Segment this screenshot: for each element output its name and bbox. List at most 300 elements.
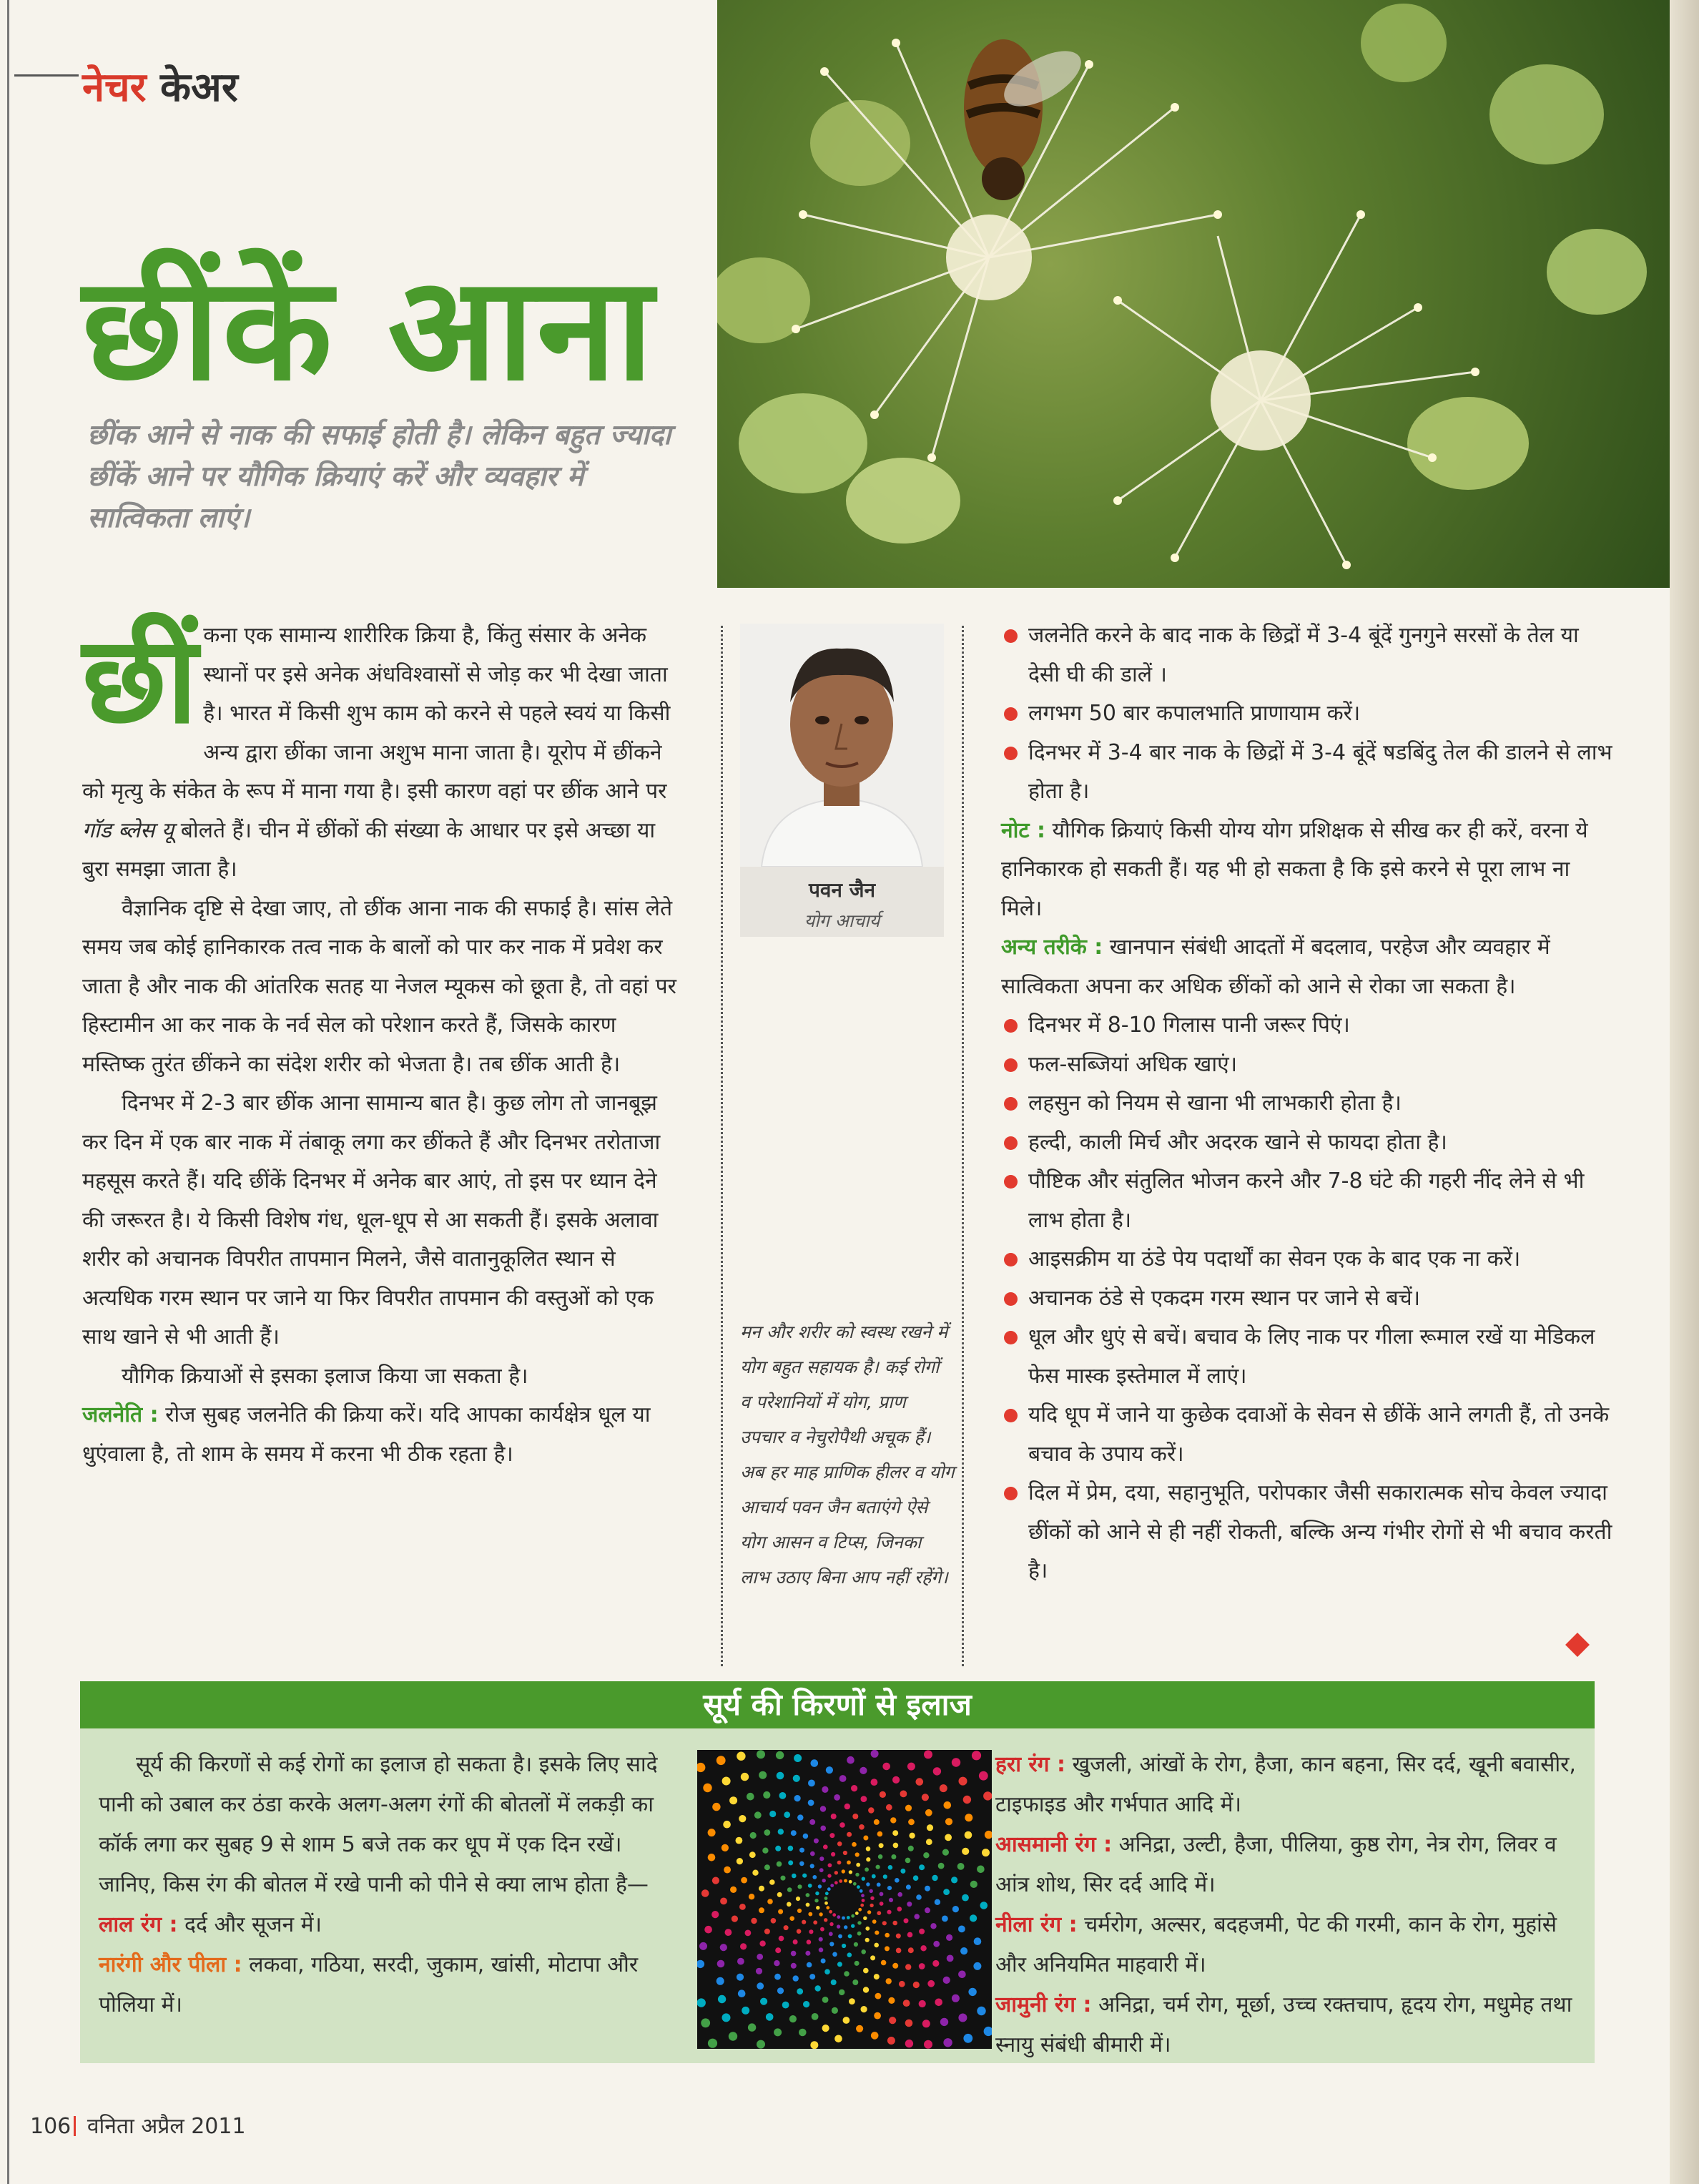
spiral-dot bbox=[777, 1772, 784, 1780]
spiral-dot bbox=[769, 1879, 775, 1885]
spiral-dot bbox=[895, 1878, 900, 1883]
spiral-dot bbox=[741, 1877, 747, 1884]
spiral-dot bbox=[974, 1937, 982, 1945]
spiral-dot bbox=[880, 1791, 886, 1798]
spiral-dot bbox=[890, 1817, 896, 1823]
spiral-dot bbox=[919, 1963, 925, 1969]
spiral-dot bbox=[844, 1971, 850, 1977]
spiral-dot bbox=[865, 1938, 870, 1942]
spiral-dot bbox=[842, 1869, 845, 1873]
spiral-dot bbox=[815, 1985, 821, 1991]
spiral-dot bbox=[759, 1886, 764, 1892]
spiral-dot bbox=[708, 1829, 716, 1836]
spiral-dot bbox=[979, 1771, 988, 1781]
spiral-dot bbox=[829, 1910, 832, 1914]
spiral-dot bbox=[752, 1870, 758, 1876]
spiral-dot bbox=[811, 1759, 819, 1767]
spiral-dot bbox=[812, 1875, 817, 1879]
spiral-dot bbox=[829, 1932, 833, 1936]
note-label: नोट : bbox=[1001, 817, 1045, 843]
spiral-dot bbox=[960, 1947, 967, 1954]
spiral-dot bbox=[905, 2040, 913, 2047]
spiral-dot bbox=[822, 2025, 829, 2032]
spiral-dot bbox=[813, 1920, 817, 1924]
paragraph-1-end: बोलते हैं। चीन में छींकों की संख्या के आधार पर इसे अच्छा या बुरा समझा जाता है। bbox=[82, 817, 656, 882]
spiral-dot bbox=[980, 1902, 988, 1909]
spiral-dot bbox=[787, 1887, 792, 1892]
spiral-dot bbox=[899, 1981, 905, 1987]
spiral-dot bbox=[818, 1884, 822, 1888]
spiral-dot bbox=[886, 1804, 892, 1811]
spiral-dot bbox=[724, 1866, 731, 1874]
spiral-dot bbox=[888, 1997, 895, 2004]
spiral-dot bbox=[739, 1815, 746, 1822]
spiral-dot bbox=[946, 1934, 952, 1941]
spiral-dot bbox=[927, 1824, 933, 1831]
spiral-dot bbox=[774, 1974, 781, 1980]
spiral-dot bbox=[806, 1903, 810, 1907]
spiral-dot bbox=[791, 1830, 797, 1836]
spiral-dot bbox=[826, 1766, 833, 1774]
spiral-dot bbox=[877, 1831, 883, 1837]
spiral-dot bbox=[892, 1776, 900, 1784]
spiral-dot bbox=[863, 1968, 869, 1974]
spiral-dot bbox=[821, 1959, 826, 1964]
spiral-dot bbox=[874, 1819, 880, 1825]
end-mark-icon bbox=[1565, 1633, 1590, 1657]
spiral-dot bbox=[847, 1832, 852, 1837]
spiral-dot bbox=[808, 1912, 812, 1917]
spiral-dot bbox=[957, 1863, 965, 1870]
bee-flower-photo bbox=[717, 0, 1670, 588]
spiral-dot bbox=[879, 1843, 884, 1848]
tip-item: आइसक्रीम या ठंडे पेय पदार्थों का सेवन एक के बाद एक ना करें। bbox=[1001, 1240, 1616, 1279]
spiral-dot bbox=[958, 1926, 965, 1933]
spiral-dot bbox=[870, 1904, 873, 1907]
spiral-dot bbox=[789, 1916, 794, 1921]
spiral-dot bbox=[712, 1877, 719, 1884]
spiral-dot bbox=[776, 1751, 784, 1759]
article-deck: छींक आने से नाक की सफाई होती है। लेकिन बहुत ज्यादा छींकें आने पर यौगिक क्रियाएं करें और व्यवहार में सात्विकता लाएं। bbox=[87, 419, 671, 534]
spiral-dot bbox=[839, 1822, 845, 1828]
spiral-dot bbox=[819, 1912, 822, 1916]
spiral-dot bbox=[788, 1860, 793, 1865]
tip-item: लहसुन को नियम से खाना भी लाभकारी होता है। bbox=[1001, 1084, 1616, 1123]
author-photo-icon bbox=[740, 624, 944, 867]
spiral-dot bbox=[825, 1892, 829, 1895]
spiral-dot bbox=[720, 1898, 727, 1905]
spiral-dot bbox=[856, 2025, 863, 2032]
spiral-dot bbox=[877, 1883, 881, 1887]
spiral-dot bbox=[816, 1906, 819, 1909]
spiral-dot bbox=[860, 1904, 864, 1907]
spiral-dot bbox=[866, 1857, 870, 1861]
sun-therapy-left bbox=[99, 1745, 684, 2025]
spiral-dot bbox=[925, 1809, 932, 1816]
color-item-blue bbox=[995, 1905, 1580, 1985]
spiral-dot bbox=[717, 1960, 725, 1968]
tip-item: पौष्टिक और संतुलित भोजन करने और 7-8 घंटे की गहरी नींद लेने से भी लाभ होता है। bbox=[1001, 1162, 1616, 1240]
spiral-dot bbox=[777, 1892, 782, 1897]
spiral-dot bbox=[834, 1794, 840, 1801]
spiral-dot bbox=[697, 1998, 706, 2007]
spiral-dot bbox=[944, 1801, 952, 1809]
spiral-dot bbox=[889, 2017, 896, 2024]
author-name: पवन जैन bbox=[808, 878, 876, 902]
spiral-dot bbox=[871, 1750, 879, 1758]
spiral-dot bbox=[703, 1784, 711, 1792]
spiral-dot bbox=[892, 1830, 898, 1836]
spiral-dot bbox=[847, 1861, 851, 1865]
spiral-dot bbox=[970, 1881, 977, 1888]
spiral-dot bbox=[919, 2000, 926, 2007]
spiral-dot bbox=[920, 1945, 926, 1951]
spiral-dot bbox=[843, 1851, 847, 1855]
bee-flower-illustration bbox=[717, 0, 1670, 588]
spiral-dot bbox=[834, 1881, 838, 1884]
spiral-dot bbox=[718, 1995, 726, 2003]
spiral-dot bbox=[897, 1907, 902, 1912]
spiral-dot bbox=[919, 1929, 925, 1934]
spiral-dot bbox=[935, 1899, 940, 1905]
spiral-dot bbox=[874, 1943, 879, 1948]
spiral-dot bbox=[905, 1805, 912, 1811]
spiral-dot bbox=[723, 1821, 731, 1829]
color-item-red bbox=[99, 1905, 684, 1945]
tip-item: हल्दी, काली मिर्च और अदरक खाने से फायदा होता है। bbox=[1001, 1123, 1616, 1163]
spiral-dot bbox=[849, 1998, 855, 2005]
spiral-dot bbox=[791, 1963, 797, 1969]
spiral-dot bbox=[968, 1988, 976, 1996]
issue-date: अप्रैल 2011 bbox=[141, 2114, 246, 2139]
spiral-dot bbox=[905, 2020, 913, 2027]
spiral-dot bbox=[922, 1794, 929, 1801]
spiral-dot bbox=[930, 1923, 936, 1929]
spiral-dot bbox=[757, 1982, 764, 1989]
spiral-dot bbox=[809, 1819, 815, 1825]
spiral-dot bbox=[908, 1819, 915, 1825]
spiral-dot bbox=[908, 1846, 914, 1851]
spiral-dot bbox=[839, 1989, 844, 1995]
spiral-dot bbox=[756, 1968, 762, 1974]
spiral-dot bbox=[775, 1947, 781, 1953]
spiral-dot bbox=[952, 1994, 960, 2002]
bee-icon bbox=[964, 39, 1090, 200]
spiral-dot bbox=[807, 1962, 812, 1968]
spiral-dot bbox=[789, 2015, 797, 2022]
spiral-dot bbox=[708, 1854, 716, 1861]
article-title: छींकें आना bbox=[82, 245, 656, 413]
spiral-dot bbox=[820, 1826, 826, 1831]
spiral-dot bbox=[852, 1979, 858, 1985]
spiral-dot bbox=[914, 1914, 920, 1919]
spiral-dot bbox=[829, 1942, 834, 1946]
spiral-dot bbox=[737, 1974, 744, 1981]
article-column-3 bbox=[1001, 616, 1616, 1591]
spiral-dot bbox=[794, 1795, 801, 1801]
spiral-dot bbox=[951, 1876, 957, 1883]
spiral-dot bbox=[774, 1960, 779, 1966]
spiral-dot bbox=[916, 1894, 922, 1900]
spiral-dot bbox=[829, 1833, 834, 1838]
spiral-dot bbox=[824, 1897, 828, 1900]
footer-separator bbox=[74, 2116, 76, 2136]
spiral-dot bbox=[759, 1907, 764, 1913]
spiral-dot bbox=[799, 1848, 804, 1853]
spiral-dot bbox=[904, 1918, 909, 1923]
color-spiral-image bbox=[697, 1750, 992, 2049]
section-tag-part1: नेचर bbox=[82, 64, 147, 111]
spiral-dot bbox=[759, 1771, 767, 1779]
spiral-dot bbox=[832, 2007, 838, 2014]
spiral-dot bbox=[830, 1884, 834, 1887]
spiral-dot bbox=[892, 1921, 897, 1926]
spiral-dot bbox=[737, 1958, 744, 1965]
spiral-dot bbox=[870, 1897, 874, 1900]
spiral-dot bbox=[810, 1864, 814, 1868]
spiral-dot bbox=[943, 1977, 950, 1984]
spiral-dot bbox=[809, 1974, 815, 1979]
spiral-dot bbox=[852, 1814, 858, 1819]
spiral-dot bbox=[747, 1793, 754, 1801]
color-item-sky-blue bbox=[995, 1825, 1580, 1905]
spiral-dot bbox=[868, 1807, 874, 1813]
spiral-dot bbox=[866, 1846, 871, 1851]
spiral-dot bbox=[844, 1804, 850, 1809]
spiral-dot bbox=[926, 1839, 932, 1845]
spiral-dot bbox=[913, 1875, 919, 1881]
spiral-dot bbox=[808, 1884, 812, 1888]
page-number: 106 bbox=[30, 2114, 72, 2139]
spiral-dot bbox=[822, 1997, 829, 2003]
spiral-dot bbox=[754, 1811, 762, 1819]
spiral-dot bbox=[822, 1879, 826, 1882]
spiral-dot bbox=[866, 1882, 870, 1886]
spiral-dot bbox=[701, 2018, 710, 2027]
section-rule bbox=[14, 74, 79, 77]
spiral-dot bbox=[965, 1831, 972, 1839]
spiral-dot bbox=[983, 1791, 992, 1800]
spiral-dot bbox=[909, 1833, 915, 1839]
spiral-dot bbox=[865, 1927, 870, 1931]
spiral-dot bbox=[797, 1814, 803, 1820]
spiral-dot bbox=[844, 1879, 847, 1883]
spiral-dot bbox=[834, 1871, 838, 1874]
spiral-dot bbox=[855, 1961, 860, 1966]
spiral-dot bbox=[819, 1937, 823, 1942]
spiral-dot bbox=[796, 1897, 800, 1901]
spiral-dot bbox=[855, 1873, 859, 1876]
spiral-dot bbox=[907, 1902, 912, 1907]
section-tag bbox=[82, 59, 238, 113]
spiral-dot bbox=[847, 1952, 852, 1957]
spiral-dot bbox=[859, 1824, 865, 1830]
spiral-dot bbox=[764, 1864, 770, 1870]
spiral-dot bbox=[876, 1865, 880, 1869]
spiral-dot bbox=[822, 1786, 828, 1793]
spiral-dot bbox=[925, 1907, 930, 1913]
spiral-dot bbox=[896, 1934, 901, 1939]
spiral-dot bbox=[922, 2020, 930, 2027]
spiral-dot bbox=[803, 2001, 809, 2007]
spiral-dot bbox=[932, 1875, 937, 1881]
paragraph-3: दिनभर में 2-3 बार छींक आना सामान्य बात है। कुछ लोग तो जानबूझ कर दिन में एक बार नाक में तंबाकू लगा कर छींकते हैं और दिनभर तरोताजा महसूस करते हैं। यदि छींकें दिनभर में अनेक बार आएं, तो इस पर ध्यान देने की जरूरत है। ये किसी विशेष गंध, धूल-धूप से आ सकती हैं। इसके अलावा शरीर को अचानक विपरीत तापमान मिलने, जैसे वातानुकूलित स्थान से अत्यधिक गरम स्थान पर जाने या फिर विपरीत तापमान की वस्तुओं को एक साथ खाने से भी आती हैं। bbox=[82, 1091, 661, 1349]
spiral-dot bbox=[947, 1955, 954, 1962]
author-portrait bbox=[740, 624, 944, 867]
tip-item: धूल और धुएं से बचें। बचाव के लिए नाक पर गीला रूमाल रखें या मेडिकल फेस मास्क इस्तेमाल में लाएं। bbox=[1001, 1318, 1616, 1396]
spiral-dot bbox=[819, 1856, 824, 1861]
page-edge-left bbox=[7, 0, 9, 2184]
paragraph-2: वैज्ञानिक दृष्टि से देखा जाए, तो छींक आना नाक की सफाई है। सांस लेते समय जब कोई हानिकारक तत्व नाक के बालों को पार कर नाक में प्रवेश कर जाता है और नाक की आंतरिक सतह या नेजल म्यूकस को छूता है, तो वहां पर हिस्टामीन आ कर नाक के नर्व सेल को परेशान करते हैं, जिसके कारण मस्तिष्क तुरंत छींकने का संदेश शरीर को भेजता है। तब छींक आती है। bbox=[82, 895, 676, 1077]
spiral-dot bbox=[832, 1952, 837, 1957]
spiral-dot bbox=[712, 1803, 720, 1811]
spiral-dot bbox=[874, 2012, 881, 2020]
spiral-dot bbox=[919, 1864, 925, 1870]
spiral-dot bbox=[925, 1886, 930, 1892]
spiral-dot bbox=[871, 2032, 879, 2040]
tip-item: लगभग 50 बार कपालभाति प्राणायाम करें। bbox=[1001, 694, 1616, 734]
spiral-dot bbox=[748, 2023, 756, 2031]
page-footer bbox=[30, 2110, 246, 2140]
spiral-dot bbox=[802, 1920, 806, 1924]
spiral-dot bbox=[764, 1829, 770, 1836]
spiral-dot bbox=[716, 1977, 724, 1985]
spiral-dot bbox=[837, 1841, 842, 1846]
sun-therapy-right bbox=[995, 1745, 1580, 2065]
spiral-dot bbox=[797, 1884, 802, 1889]
spiral-dot bbox=[861, 1894, 865, 1897]
spiral-dot bbox=[763, 1791, 770, 1799]
other-methods-label: अन्य तरीके : bbox=[1001, 935, 1103, 960]
spiral-dot bbox=[750, 1832, 757, 1839]
spiral-dot bbox=[775, 1846, 781, 1851]
spiral-dot bbox=[881, 1960, 887, 1966]
spiral-dot bbox=[739, 1904, 746, 1910]
spiral-dot bbox=[797, 1909, 802, 1913]
spiral-dot bbox=[872, 1919, 877, 1924]
magazine-name: वनिता bbox=[87, 2114, 134, 2139]
spiral-dot bbox=[829, 1922, 833, 1926]
column-divider-2 bbox=[962, 626, 964, 1666]
jalneti-paragraph bbox=[82, 1396, 683, 1474]
spiral-dot bbox=[880, 1902, 884, 1906]
spiral-dot bbox=[777, 1861, 782, 1867]
spiral-dot bbox=[883, 1874, 887, 1879]
spiral-dot bbox=[861, 1796, 867, 1802]
spiral-dot bbox=[745, 1930, 752, 1937]
spiral-dot bbox=[933, 1941, 940, 1947]
spiral-dot bbox=[855, 1912, 859, 1915]
spiral-dot bbox=[740, 1943, 747, 1949]
spiral-dot bbox=[802, 1874, 807, 1878]
spiral-dot bbox=[810, 1851, 815, 1856]
spiral-dot bbox=[736, 1837, 743, 1844]
spiral-dot bbox=[826, 1906, 829, 1909]
spiral-dot bbox=[940, 2018, 948, 2026]
spiral-dot bbox=[973, 1962, 981, 1970]
spiral-dot bbox=[729, 1796, 737, 1804]
spiral-dot bbox=[769, 1811, 776, 1817]
spiral-dot bbox=[797, 1988, 803, 1994]
spiral-dot bbox=[837, 1915, 840, 1919]
color-item-orange-yellow bbox=[99, 1945, 684, 2025]
spiral-dot bbox=[799, 1861, 804, 1866]
spiral-dot bbox=[860, 1767, 867, 1774]
spiral-dot bbox=[849, 1880, 852, 1884]
spiral-dot bbox=[849, 1870, 852, 1874]
spiral-dot bbox=[886, 1978, 892, 1984]
spiral-dot bbox=[962, 1894, 969, 1902]
author-blurb: मन और शरीर को स्वस्थ रखने में योग बहुत सहायक है। कई रोगों व परेशानियों में योग, प्राण उपचार व नेचुरोपैथी अचूक हैं। अब हर माह प्राणिक हीलर व योग आचार्य पवन जैन बताएंगे ऐसे योग आसन व टिप्स, जिनका लाभ उठाए बिना आप नहीं रहेंगे। bbox=[740, 1322, 955, 1588]
spiral-dot bbox=[741, 1773, 749, 1781]
spiral-dot bbox=[782, 2002, 789, 2009]
spiral-dot bbox=[924, 2040, 932, 2049]
spiral-dot bbox=[958, 2014, 967, 2022]
spiral-dot bbox=[778, 1909, 783, 1914]
tip-item: दिल में प्रेम, दया, सहानुभूति, परोपकार जैसी सकारात्मक सोच केवल ज्यादा छींकों को आने से ही नहीं रोकती, बल्कि अन्य गंभीर रोगों से भी बचाव करती है। bbox=[1001, 1474, 1616, 1591]
column-divider-1 bbox=[721, 626, 723, 1666]
spiral-dot bbox=[737, 1752, 745, 1761]
spiral-dot bbox=[824, 1969, 830, 1974]
spiral-dot bbox=[824, 1918, 827, 1922]
spiral-dot bbox=[843, 2017, 850, 2024]
spiral-dot bbox=[872, 1874, 876, 1879]
spiral-dot bbox=[823, 1844, 828, 1849]
spiral-dot bbox=[815, 1892, 819, 1895]
spiral-dot bbox=[952, 1906, 959, 1912]
spiral-dot bbox=[916, 1778, 924, 1786]
spiral-dot bbox=[870, 1889, 873, 1893]
spiral-dot bbox=[806, 1893, 810, 1897]
spiral-dot bbox=[771, 1918, 777, 1924]
spiral-dot bbox=[738, 1989, 746, 1997]
tip-item: दिनभर में 3-4 बार नाक के छिद्रों में 3-4 बूंदें षडबिंदु तेल की डालने से लाभ होता है। bbox=[1001, 734, 1616, 812]
spiral-dot bbox=[757, 2040, 765, 2049]
spiral-dot bbox=[977, 2007, 985, 2015]
spiral-dot bbox=[828, 1863, 832, 1867]
spiral-dot bbox=[784, 1925, 789, 1930]
spiral-dot bbox=[962, 1848, 969, 1855]
spiral-dot bbox=[970, 1914, 977, 1922]
spiral-dot bbox=[907, 1932, 913, 1938]
spiral-dot bbox=[793, 1939, 798, 1944]
spiral-dot bbox=[940, 1784, 947, 1792]
spiral-dot bbox=[855, 1852, 860, 1856]
spiral-dot bbox=[861, 1949, 866, 1954]
spiral-dot bbox=[927, 1980, 935, 1987]
spiral-dot bbox=[809, 1929, 813, 1934]
spiral-dot bbox=[851, 1785, 857, 1791]
spiral-dot bbox=[892, 1963, 898, 1969]
spiral-dot bbox=[799, 2029, 807, 2037]
drop-cap: छीं bbox=[82, 609, 198, 750]
spiral-dot bbox=[965, 1814, 972, 1821]
jalneti-label: जलनेति : bbox=[82, 1402, 159, 1427]
spiral-dot bbox=[889, 1898, 893, 1902]
color-label: नीला रंग : bbox=[995, 1912, 1078, 1937]
spiral-dot bbox=[945, 1834, 952, 1841]
tip-item: जलनेति करने के बाद नाक के छिद्रों में 3-4 बूंदें गुनगुने सरसों के तेल या देसी घी की डालें । bbox=[1001, 616, 1616, 694]
spiral-dot bbox=[814, 1839, 819, 1844]
spiral-dot bbox=[819, 1947, 824, 1952]
spiral-dot bbox=[834, 2035, 842, 2043]
spiral-dot bbox=[729, 2032, 737, 2040]
spiral-dot bbox=[819, 1868, 824, 1872]
spiral-dot bbox=[851, 1924, 855, 1928]
spiral-dot bbox=[844, 1925, 847, 1929]
spiral-dot bbox=[730, 1887, 737, 1893]
spiral-dot bbox=[820, 1927, 824, 1932]
